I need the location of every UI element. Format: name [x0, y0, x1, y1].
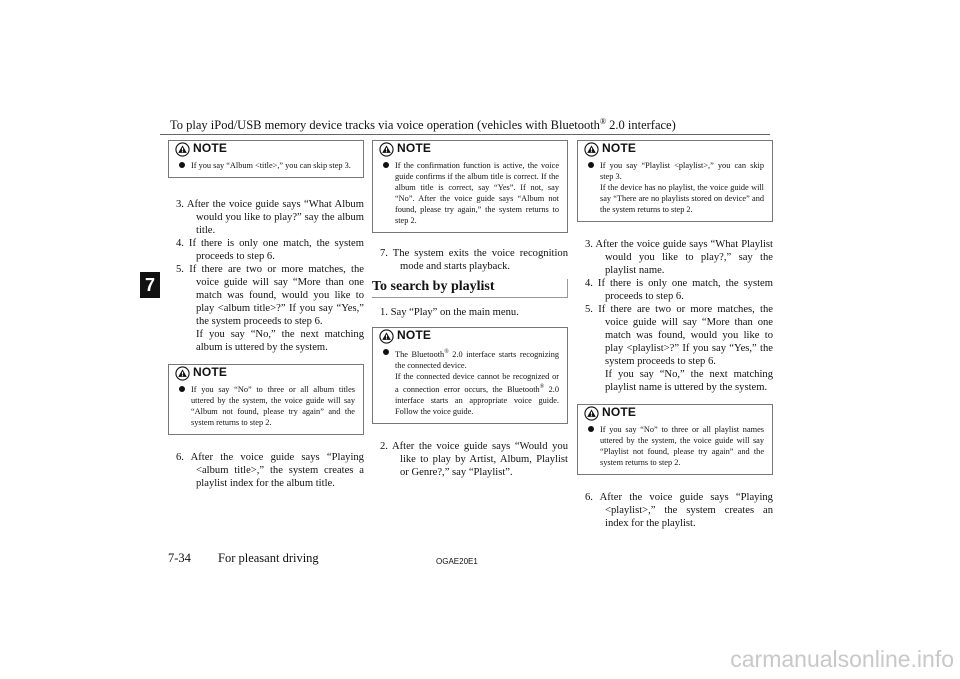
- header-rule: [160, 134, 770, 135]
- note-label: NOTE: [397, 328, 432, 342]
- note-box: [168, 140, 364, 178]
- step-item: 1. Say “Play” on the main menu.: [380, 307, 519, 318]
- warning-icon: [379, 329, 394, 344]
- note-text: If you say “No” to three or all album titles uttered by the system, the voice guide will say “Album not found, please try again” and the system returns to step 2.: [191, 385, 355, 427]
- step-item: 4. If there is only one match, the system proceeds to step 6.: [176, 238, 364, 262]
- step-item: 7. The system exits the voice recognition mode and starts playback.: [380, 248, 568, 272]
- warning-icon: [584, 142, 599, 157]
- bullet-icon: [588, 426, 594, 432]
- column-3: [577, 140, 773, 530]
- step-item: 6. After the voice guide says “Playing <album title>,” the system creates a playlist index for the album title.: [176, 452, 364, 489]
- page-number: 7-34: [168, 551, 191, 565]
- header-title-post: 2.0 interface): [606, 118, 676, 133]
- note-box: [372, 140, 568, 233]
- step-item: 4. If there is only one match, the system proceeds to step 6.: [585, 278, 773, 302]
- section-heading: To search by playlist: [372, 279, 568, 298]
- step-item: 5. If there are two or more matches, the voice guide will say “More than one match was found, would you like to play <album title>?” If you say “Yes,” the system proceeds to step 6. If you say “No,” the next matching album is uttered by the system.: [176, 264, 364, 353]
- note-text: If the confirmation function is active, the voice guide confirms if the album title is correct. If the album title is correct, say “Yes”. If not, say “No”. After the voice guide says “Album not found, please try again,” the system returns to step 2.: [395, 161, 559, 225]
- note-label: NOTE: [193, 365, 228, 379]
- bullet-icon: [588, 162, 594, 168]
- registered-mark: ®: [599, 117, 607, 126]
- warning-icon: [175, 142, 190, 157]
- bullet-icon: [179, 162, 185, 168]
- note-box: [577, 404, 773, 475]
- chapter-tab: 7: [140, 272, 160, 298]
- column-1: [168, 140, 364, 490]
- note-box: [168, 364, 364, 435]
- page-header: [170, 117, 770, 133]
- note-text: If you say “No” to three or all playlist names uttered by the system, the voice guide will say “Playlist not found, please try again” and the system returns to step 2.: [600, 425, 764, 467]
- step-item: 6. After the voice guide says “Playing <playlist>,” the system creates an index for the playlist.: [585, 492, 773, 529]
- warning-icon: [379, 142, 394, 157]
- footer-section-title: For pleasant driving: [218, 551, 319, 565]
- bullet-icon: [383, 162, 389, 168]
- step-item: 2. After the voice guide says “Would you like to play by Artist, Album, Playlist or Genre?,” say “Playlist”.: [380, 440, 568, 478]
- step-item: 3. After the voice guide says “What Playlist would you like to play?,” say the playlist name.: [585, 239, 773, 276]
- bullet-icon: [179, 386, 185, 392]
- warning-icon: [584, 406, 599, 421]
- note-label: NOTE: [193, 141, 228, 155]
- bullet-icon: [383, 349, 389, 355]
- watermark: carmanualsonline.info: [730, 646, 954, 672]
- note-label: NOTE: [602, 141, 637, 155]
- warning-icon: [175, 366, 190, 381]
- note-box: NOTE If you say “Playlist <playlist>,” you can skip step 3. If the device has no playlist, the voice guide will say “There are no playlists stored on device” and the system returns to step 2.: [577, 140, 773, 222]
- note-box: NOTE The Bluetooth® 2.0 interface starts recognizing the connected device. If the connected device cannot be recognized or a connection error occurs, the Bluetooth® 2.0 interface starts an appropriate voice guide. Follow the voice guide.: [372, 327, 568, 424]
- header-title-pre: To play iPod/USB memory device tracks via voice operation (vehicles with Bluetooth: [170, 118, 600, 133]
- column-2: [372, 140, 568, 479]
- step-item: 3. After the voice guide says “What Album would you like to play?” say the album title.: [176, 199, 364, 236]
- note-label: NOTE: [397, 141, 432, 155]
- note-text: If you say “Album <title>,” you can skip step 3.: [191, 161, 351, 170]
- note-label: NOTE: [602, 405, 637, 419]
- doc-code: OGAE20E1: [436, 557, 478, 566]
- step-item: 5. If there are two or more matches, the voice guide will say “More than one match was found, would you like to play <playlist>?” If you say “Yes,” the system proceeds to step 6. If you say “No,” the next matching playlist name is uttered by the system.: [585, 304, 773, 393]
